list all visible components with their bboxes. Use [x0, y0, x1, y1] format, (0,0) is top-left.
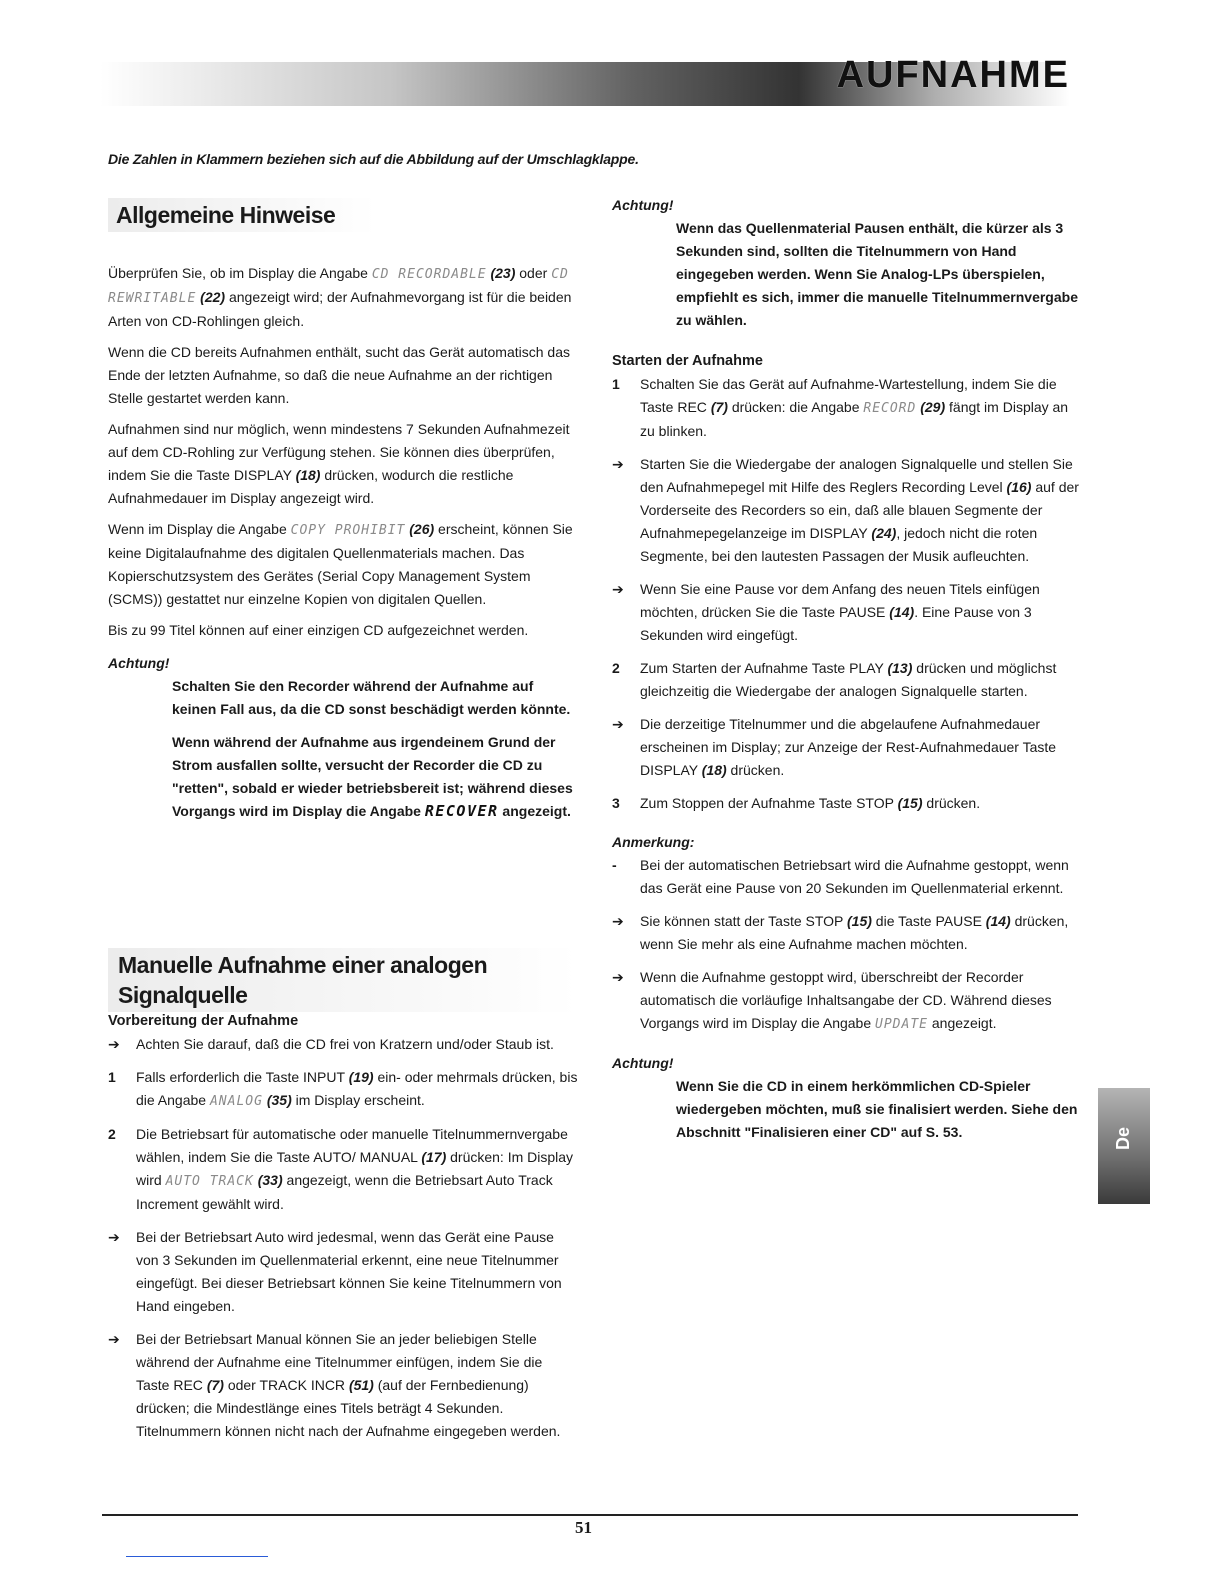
lcd-cd-rewritable: CD REWRITABLE	[108, 267, 569, 306]
list-item: ➔ Wenn Sie eine Pause vor dem Anfang des neuen Titels einfügen möchten, drücken Sie die Taste PAUSE (14). Eine Pause von 3 Sekunden wird eingefügt.	[612, 578, 1082, 647]
list-item: ➔ Starten Sie die Wiedergabe der analogen Signalquelle und stellen Sie den Aufnahmepegel mit Hilfe des Reglers Recording Level (16) auf der Vorderseite des Recorders so ein, daß alle blauen Segmente der Aufnahmepegelanzeige im DISPLAY (24), jedoch nicht die roten Segmente, bei den lautesten Passagen der Musik aufleuchten.	[612, 453, 1082, 568]
lcd-update: UPDATE	[875, 1017, 928, 1032]
section-heading-manual: Manuelle Aufnahme einer analogen Signalquelle	[108, 948, 578, 1012]
arrow-icon: ➔	[612, 456, 624, 472]
note-label: Achtung!	[612, 1055, 674, 1071]
list-item: 3 Zum Stoppen der Aufnahme Taste STOP (15) drücken.	[612, 792, 1082, 815]
lcd-analog: ANALOG	[209, 1094, 263, 1109]
lcd-recover: RECOVER	[424, 802, 499, 820]
step-number: 1	[108, 1069, 116, 1085]
language-tab-label: De	[1113, 1126, 1133, 1150]
lcd-auto-track: AUTO TRACK	[165, 1174, 254, 1189]
list-item: 1 Schalten Sie das Gerät auf Aufnahme-Wartestellung, indem Sie die Taste REC (7) drücken: die Angabe RECORD (29) fängt im Display an zu blinken.	[612, 373, 1082, 443]
list-item: ➔ Bei der Betriebsart Auto wird jedesmal, wenn das Gerät eine Pause von 3 Sekunden im Quellenmaterial erkennt, eine neue Titelnummer eingefügt. Bei dieser Betriebsart können Sie keine Titelnummern von Hand eingeben.	[108, 1226, 578, 1318]
arrow-icon: ➔	[108, 1331, 120, 1347]
warning-text: Wenn Sie die CD in einem herkömmlichen CD-Spieler wiedergeben möchten, muß sie finalisiert werden. Siehe den Abschnitt "Finalisieren einer CD" auf S. 53.	[676, 1078, 1078, 1140]
lcd-cd-recordable: CD RECORDABLE	[371, 267, 487, 282]
list-item: 2 Die Betriebsart für automatische oder manuelle Titelnummernvergabe wählen, indem Sie die Taste AUTO/ MANUAL (17) drücken: Im Display wird AUTO TRACK (33) angezeigt, wenn die Betriebsart Auto Track Increment gewählt wird.	[108, 1123, 578, 1216]
right-content	[612, 194, 1082, 1154]
note-label: Achtung!	[108, 655, 170, 671]
page-title: AUFNAHME	[836, 54, 1070, 96]
list-item: ➔ Die derzeitige Titelnummer und die abgelaufene Aufnahmedauer erscheinen im Display; zur Anzeige der Rest-Aufnahmedauer Taste DISPLAY (18) drücken.	[612, 713, 1082, 782]
intro-note: Die Zahlen in Klammern beziehen sich auf die Abbildung auf der Umschlagklappe.	[108, 151, 639, 167]
warning-text: Wenn das Quellenmaterial Pausen enthält, die kürzer als 3 Sekunden sind, sollten die Titelnummern von Hand eingegeben werden. Wenn Sie Analog-LPs überspielen, empfiehlt es sich, immer die manuelle Titelnummernvergabe zu wählen.	[676, 220, 1078, 328]
note-label: Achtung!	[612, 197, 674, 213]
bottom-link-line	[126, 1556, 268, 1557]
paragraph: Bis zu 99 Titel können auf einer einzigen CD aufgezeichnet werden.	[108, 622, 529, 638]
section-heading-general: Allgemeine Hinweise	[108, 198, 578, 232]
step-number: 2	[612, 660, 620, 676]
arrow-icon: ➔	[612, 581, 624, 597]
list-item: - Bei der automatischen Betriebsart wird die Aufnahme gestoppt, wenn das Gerät eine Pause von 20 Sekunden im Quellenmaterial erkennt.	[612, 854, 1082, 900]
paragraph: Wenn im Display die Angabe COPY PROHIBIT (26) erscheint, können Sie keine Digitalaufnahme des digitalen Quellenmaterials machen. Das Kopierschutzsystem des Gerätes (Serial Copy Management System (SCMS)) gestattet nur einzelne Kopien von digitalen Quellen.	[108, 521, 573, 607]
warning-text: Schalten Sie den Recorder während der Aufnahme auf keinen Fall aus, da die CD sonst beschädigt werden könnte.	[172, 678, 571, 717]
paragraph: Aufnahmen sind nur möglich, wenn mindestens 7 Sekunden Aufnahmezeit auf dem CD-Rohling zur Verfügung stehen. Sie können dies überprüfen, indem Sie die Taste DISPLAY (18) drücken, wodurch die restliche Aufnahmedauer im Display angezeigt wird.	[108, 421, 570, 506]
page-number: 51	[575, 1518, 592, 1537]
dash-bullet: -	[612, 857, 617, 873]
arrow-icon: ➔	[612, 716, 624, 732]
list-item: ➔ Sie können statt der Taste STOP (15) die Taste PAUSE (14) drücken, wenn Sie mehr als eine Aufnahme machen möchten.	[612, 910, 1082, 956]
warning-text: Wenn während der Aufnahme aus irgendeinem Grund der Strom ausfallen sollte, versucht der Recorder die CD zu "retten", sobald er wieder betriebsbereit ist; während dieses Vorgangs wird im Display die Angabe RECOVER angezeigt.	[172, 734, 573, 820]
language-tab	[1098, 1088, 1150, 1204]
arrow-icon: ➔	[612, 969, 624, 985]
remark-label: Anmerkung:	[612, 834, 695, 850]
arrow-icon: ➔	[612, 913, 624, 929]
step-number: 1	[612, 376, 620, 392]
list-item: ➔ Bei der Betriebsart Manual können Sie an jeder beliebigen Stelle während der Aufnahme eine Titelnummer einfügen, indem Sie die Taste REC (7) oder TRACK INCR (51) (auf der Fernbedienung) drücken; die Mindestlänge eines Titels beträgt 4 Sekunden. Titelnummern können nicht nach der Aufnahme eingegeben werden.	[108, 1328, 578, 1443]
step-number: 3	[612, 795, 620, 811]
lcd-copy-prohibit: COPY PROHIBIT	[290, 523, 406, 538]
lcd-record: RECORD	[863, 401, 917, 416]
preparation-section	[108, 1010, 578, 1453]
paragraph: Überprüfen Sie, ob im Display die Angabe CD RECORDABLE (23) oder CD REWRITABLE (22) angezeigt wird; der Aufnahmevorgang ist für die beiden Arten von CD-Rohlingen gleich.	[108, 265, 572, 329]
arrow-icon: ➔	[108, 1036, 120, 1052]
list-item: ➔ Wenn die Aufnahme gestoppt wird, überschreibt der Recorder automatisch die vorläufige Inhaltsangabe der CD. Während dieses Vorgangs wird im Display die Angabe UPDATE angezeigt.	[612, 966, 1082, 1036]
arrow-icon: ➔	[108, 1229, 120, 1245]
list-item: 2 Zum Starten der Aufnahme Taste PLAY (13) drücken und möglichst gleichzeitig die Wiedergabe der analogen Signalquelle starten.	[612, 657, 1082, 703]
general-paragraphs	[108, 262, 578, 833]
list-item: ➔ Achten Sie darauf, daß die CD frei von Kratzern und/oder Staub ist.	[108, 1033, 578, 1056]
step-number: 2	[108, 1126, 116, 1142]
list-item: 1 Falls erforderlich die Taste INPUT (19) ein- oder mehrmals drücken, bis die Angabe ANALOG (35) im Display erscheint.	[108, 1066, 578, 1113]
paragraph: Wenn die CD bereits Aufnahmen enthält, sucht das Gerät automatisch das Ende der letzten Aufnahme, so daß die neue Aufnahme an der richtigen Stelle gestartet werden kann.	[108, 344, 570, 406]
subheading: Starten der Aufnahme	[612, 353, 763, 369]
subheading: Vorbereitung der Aufnahme	[108, 1013, 299, 1029]
header-banner	[100, 54, 1070, 106]
